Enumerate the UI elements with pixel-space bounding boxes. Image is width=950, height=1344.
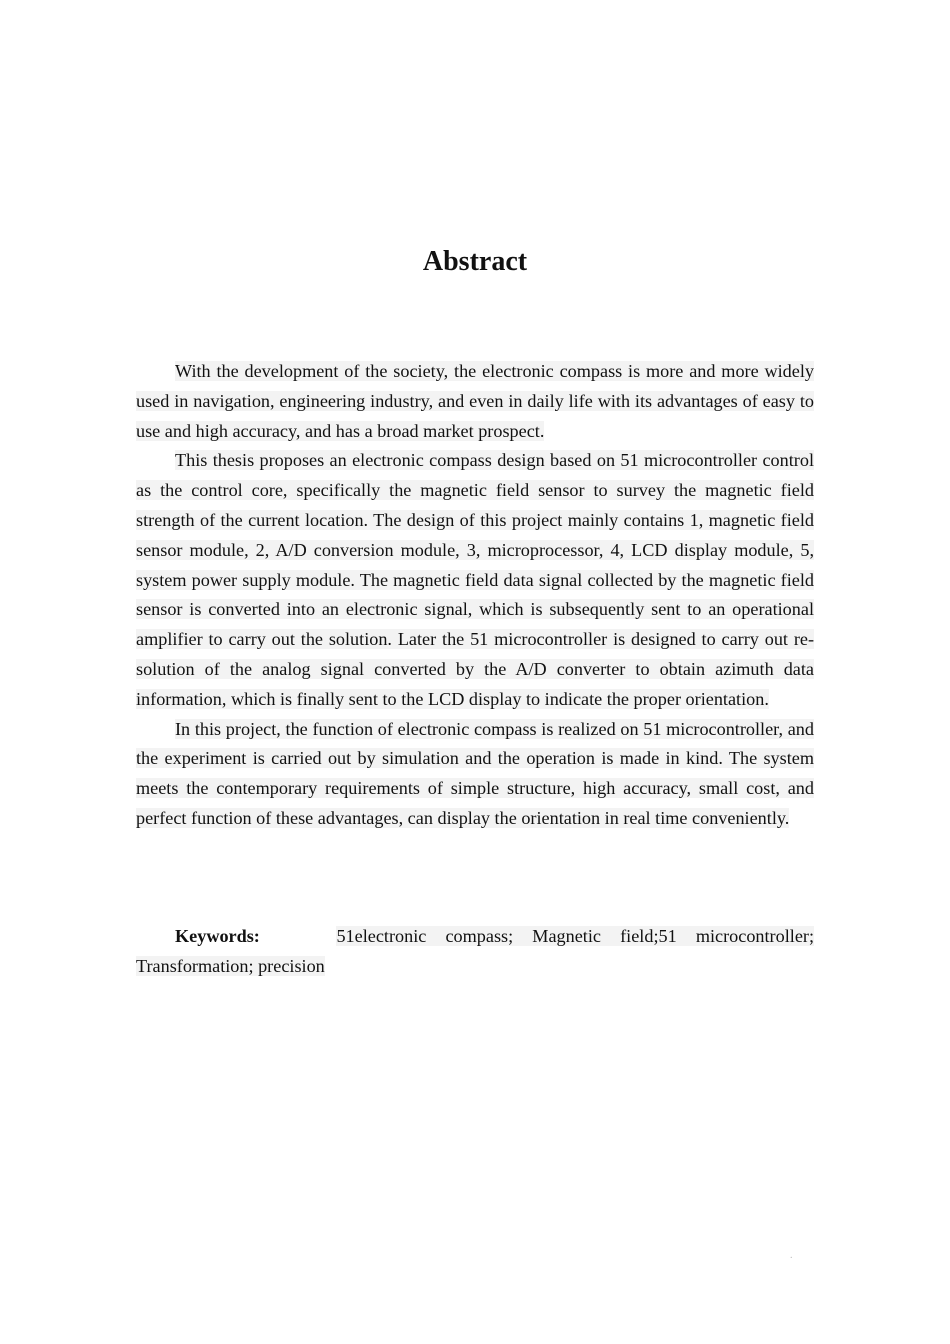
abstract-body (136, 357, 814, 834)
keywords-label: Keywords: (175, 926, 260, 946)
keywords-text: 51electronic compass; Magnetic field;51 microcontroller; Transformation; precision (136, 926, 814, 976)
abstract-title: Abstract (422, 246, 528, 277)
abstract-paragraph-2 (136, 446, 814, 714)
abstract-paragraph-3 (136, 715, 814, 834)
paragraph-text: With the development of the society, the electronic compass is more and more widely used in navigation, engineering industry, and even in daily life with its advantages of easy to use and high accuracy, and has a broad market prospect. (136, 361, 814, 441)
abstract-paragraph-1 (136, 357, 814, 446)
keywords-line (136, 922, 814, 982)
footer-mark: . (790, 1250, 793, 1261)
paragraph-text: In this project, the function of electronic compass is realized on 51 microcontroller, and the experiment is carried out by simulation and the operation is made in kind. The system meets the contemporary requirements of simple structure, high accuracy, small cost, and perfect function of these advantages, can display the orientation in real time conveniently. (136, 718, 814, 828)
paragraph-text: This thesis proposes an electronic compass design based on 51 microcontroller control as the control core, specifically the magnetic field sensor to survey the magnetic field strength of the current location. The design of this project mainly contains 1, magnetic field sensor module, 2, A/D conversion module, 3, microprocessor, 4, LCD display module, 5, system power supply module. The magnetic field data signal collected by the magnetic field sensor is converted into an electronic signal, which is subsequently sent to an operational amplifier to carry out the solution. Later the 51 microcontroller is designed to carry out re-solution of the analog signal converted by the A/D converter to obtain azimuth data information, which is finally sent to the LCD display to indicate the proper orientation. (136, 450, 814, 709)
